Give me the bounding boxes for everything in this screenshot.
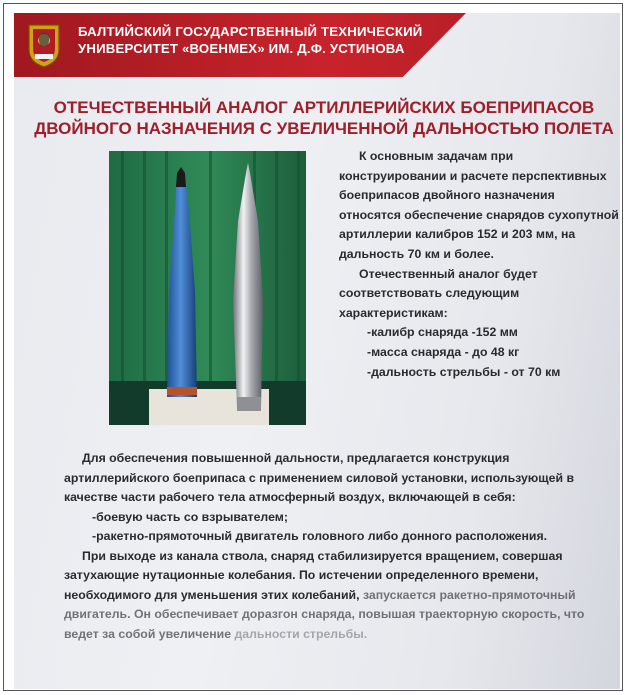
- bottom-paragraph-1: Для обеспечения повышенной дальности, предлагается конструкция артиллерийского боеприпаса с применением силовой установки, использующей в качестве части рабочего тела атмосферный воздух, включающей в себя:: [64, 451, 575, 504]
- right-paragraph-1: К основным задачам при конструировании и расчете перспективных боеприпасов двойного назначения относятся обеспечение снарядов сухопутной артиллерии калибров 152 и 203 мм, на дальность 70 км и более.: [339, 149, 619, 261]
- university-name-line1: БАЛТИЙСКИЙ ГОСУДАРСТВЕННЫЙ ТЕХНИЧЕСКИЙ: [78, 24, 423, 39]
- bottom-paragraph-2-part-a: При выходе из канала ствола, снаряд стабилизируется вращением, совершая затухающие нутационные колебания. По истечении определенного времени, необходимого для уменьшения этих колебаний,: [64, 548, 563, 602]
- university-name: [78, 23, 458, 57]
- bottom-paragraph-2-part-c: дальности стрельбы.: [234, 626, 368, 641]
- component-item-engine: -ракетно-прямоточный двигатель головного либо донного расположения.: [92, 529, 548, 543]
- university-name-line2: УНИВЕРСИТЕТ «ВОЕНМЕХ» ИМ. Д.Ф. УСТИНОВА: [78, 41, 405, 56]
- poster: [14, 13, 620, 689]
- poster-title-line2: ДВОЙНОГО НАЗНАЧЕНИЯ С УВЕЛИЧЕННОЙ ДАЛЬНОСТЬЮ ПОЛЕТА: [34, 119, 614, 138]
- university-emblem-icon: [26, 22, 62, 68]
- right-paragraph-2: Отечественный аналог будет соответствовать следующим характеристикам:: [339, 266, 538, 320]
- spec-item-caliber: -калибр снаряда -152 мм: [367, 325, 518, 340]
- bottom-paragraph-2: [64, 547, 612, 645]
- poster-title-line1: ОТЕЧЕСТВЕННЫЙ АНАЛОГ АРТИЛЛЕРИЙСКИХ БОЕПРИПАСОВ: [53, 98, 595, 117]
- bottom-paragraph-2-part-b: запускается ракетно-прямоточный двигатель. Он обеспечивает доразгон снаряда, повышая траекторную скорость, что ведет за собой увеличение: [64, 587, 585, 641]
- spec-item-mass: -масса снаряда - до 48 кг: [367, 344, 520, 359]
- right-description: [339, 147, 619, 382]
- poster-title: [24, 97, 620, 139]
- component-item-warhead: -боевую часть со взрывателем;: [92, 509, 288, 524]
- spec-item-range: -дальность стрельбы - от 70 км: [367, 364, 561, 379]
- shells-photo: [109, 151, 306, 425]
- bottom-description: [64, 449, 612, 644]
- photo-frame: [3, 3, 623, 691]
